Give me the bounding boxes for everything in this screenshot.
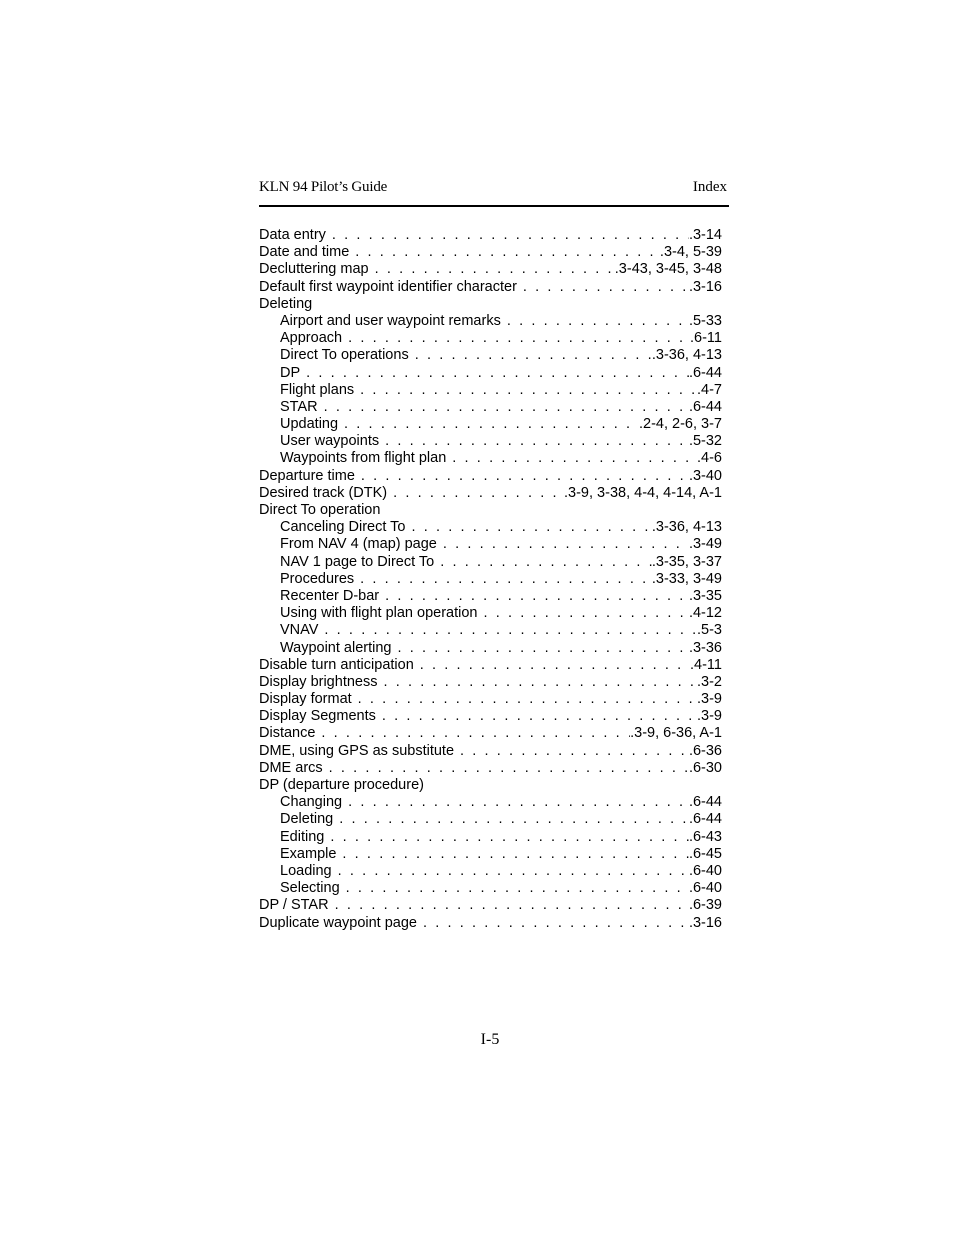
dot-leader (348, 330, 690, 347)
index-entry (259, 777, 722, 794)
dot-leader (329, 760, 689, 777)
index-entry (259, 743, 722, 760)
dot-leader (321, 725, 630, 742)
index-term: Recenter D-bar (280, 587, 380, 604)
index-subentry (259, 365, 722, 382)
index-entry (259, 674, 722, 691)
index-page-refs: .3-35, 3-37 (651, 553, 722, 570)
index-entry (259, 708, 722, 725)
index-page-refs: .6-40 (688, 862, 722, 879)
index-term: Procedures (280, 570, 355, 587)
index-subentry (259, 811, 722, 828)
index-page-refs: .2-4, 2-6, 3-7 (638, 416, 722, 433)
index-term: Approach (280, 330, 343, 347)
index-term: Editing (280, 828, 325, 845)
index-subentry (259, 829, 722, 846)
header-section-title: Index (692, 179, 727, 195)
index-term: Canceling Direct To (280, 519, 406, 536)
dot-leader (344, 416, 639, 433)
index-subentry (259, 313, 722, 330)
index-subentry (259, 519, 722, 536)
dot-leader (393, 485, 564, 502)
index-subentry (259, 880, 722, 897)
dot-leader (440, 554, 652, 571)
index-subentry (259, 416, 722, 433)
index-term: Data entry (259, 227, 326, 243)
index-page-refs: .3-49 (688, 536, 722, 553)
index-page-refs: .5-3 (697, 622, 722, 639)
index-term: Date and time (259, 244, 350, 261)
index-entry (259, 261, 722, 278)
index-term: Flight plans (280, 381, 355, 398)
dot-leader (332, 227, 689, 244)
running-header (259, 177, 729, 207)
dot-leader (415, 347, 652, 364)
index-page-refs: .6-39 (688, 897, 722, 914)
index-page-refs: .6-43 (688, 828, 722, 845)
index-entry (259, 244, 722, 261)
index-page-refs: .3-33, 3-49 (651, 570, 722, 587)
dot-leader (306, 365, 689, 382)
index-page-refs: .5-33 (688, 312, 722, 329)
index-page-refs: .6-44 (688, 794, 722, 811)
index-entry (259, 296, 722, 313)
dot-leader (375, 261, 615, 278)
dot-leader (339, 811, 689, 828)
index-subentry (259, 846, 722, 863)
index-subentry (259, 347, 722, 364)
index-page-refs: .5-32 (688, 433, 722, 450)
index-term: Loading (280, 862, 332, 879)
dot-leader (385, 433, 689, 450)
index-subentry (259, 863, 722, 880)
index-entry (259, 502, 722, 519)
index-term: Using with flight plan operation (280, 605, 478, 622)
dot-leader (338, 863, 689, 880)
index-subentry (259, 794, 722, 811)
index-term: Decluttering map (259, 261, 369, 278)
index-entry (259, 760, 722, 777)
index-page-refs: .4-11 (690, 656, 722, 673)
index-term: Deleting (280, 811, 334, 828)
index-term: Example (280, 845, 337, 862)
index-entry (259, 691, 722, 708)
index-page-refs: .6-40 (688, 880, 722, 897)
dot-leader (346, 880, 689, 897)
index-page-refs: .3-9 (697, 708, 722, 725)
dot-leader (358, 691, 697, 708)
index-term: Airport and user waypoint remarks (280, 312, 501, 329)
index-term: Departure time (259, 467, 355, 484)
index-page-refs: .3-2 (697, 673, 722, 690)
dot-leader (342, 846, 689, 863)
index-term: Direct To operation (259, 502, 381, 518)
index-page-refs: .4-7 (697, 381, 722, 398)
index-entry (259, 915, 722, 932)
index-entry (259, 657, 722, 674)
index-page-refs: .6-44 (688, 398, 722, 415)
index-term: Direct To operations (280, 347, 409, 364)
page-number: I-5 (480, 1031, 500, 1048)
dot-leader (452, 450, 697, 467)
index-page-refs: .3-4, 5-39 (659, 244, 722, 261)
index-term: NAV 1 page to Direct To (280, 553, 435, 570)
index-entry (259, 485, 722, 502)
index-subentry (259, 571, 722, 588)
index-subentry (259, 382, 722, 399)
index-entry (259, 279, 722, 296)
dot-leader (360, 382, 697, 399)
index-page-refs: .6-45 (688, 845, 722, 862)
dot-leader (361, 468, 689, 485)
index-term: Waypoints from flight plan (280, 450, 447, 467)
index-page-refs: .6-30 (688, 759, 722, 776)
index-term: User waypoints (280, 433, 380, 450)
index-term: Default first waypoint identifier character (259, 278, 517, 295)
index-page-refs: .6-11 (690, 330, 722, 347)
index-page-refs: .4-6 (697, 450, 722, 467)
index-page-refs: .3-36 (688, 639, 722, 656)
index-page-refs: .3-40 (688, 467, 722, 484)
index-page-refs: .6-36 (688, 742, 722, 759)
index-subentry (259, 640, 722, 657)
index-term: Display Segments (259, 708, 376, 725)
dot-leader (348, 794, 689, 811)
index-subentry (259, 536, 722, 553)
header-book-title: KLN 94 Pilot’s Guide (259, 179, 388, 195)
index-list (259, 227, 722, 932)
dot-leader (382, 708, 697, 725)
index-term: STAR (280, 398, 318, 415)
index-term: From NAV 4 (map) page (280, 536, 437, 553)
dot-leader (398, 640, 689, 657)
dot-leader (443, 536, 689, 553)
dot-leader (324, 622, 697, 639)
index-page-refs: .6-44 (688, 811, 722, 828)
index-subentry (259, 433, 722, 450)
index-entry (259, 227, 722, 244)
index-term: Duplicate waypoint page (259, 914, 417, 931)
index-term: Changing (280, 794, 343, 811)
index-term: DP (280, 364, 301, 381)
dot-leader (355, 244, 660, 261)
dot-leader (507, 313, 689, 330)
index-page-refs: .3-16 (688, 278, 722, 295)
dot-leader (523, 279, 689, 296)
dot-leader (460, 743, 689, 760)
index-term: DME arcs (259, 759, 323, 776)
index-page-refs: .3-43, 3-45, 3-48 (614, 261, 722, 278)
index-term: DME, using GPS as substitute (259, 742, 455, 759)
index-page-refs: .3-9 (697, 691, 722, 708)
index-term: Disable turn anticipation (259, 656, 414, 673)
dot-leader (383, 674, 697, 691)
index-page-refs: .3-9, 3-38, 4-4, 4-14, A-1 (564, 484, 722, 501)
index-subentry (259, 554, 722, 571)
dot-leader (324, 399, 689, 416)
dot-leader (360, 571, 652, 588)
dot-leader (423, 915, 689, 932)
index-entry (259, 897, 722, 914)
index-term: Desired track (DTK) (259, 484, 388, 501)
index-page-refs: .3-36, 4-13 (651, 519, 722, 536)
index-term: DP / STAR (259, 897, 329, 914)
index-page-refs: .3-9, 6-36, A-1 (630, 725, 722, 742)
index-entry (259, 468, 722, 485)
dot-leader (411, 519, 651, 536)
dot-leader (330, 829, 689, 846)
index-entry (259, 725, 722, 742)
index-term: Distance (259, 725, 316, 742)
dot-leader (335, 897, 689, 914)
dot-leader (420, 657, 690, 674)
index-page-refs: .3-14 (688, 227, 722, 243)
dot-leader (385, 588, 689, 605)
dot-leader (483, 605, 688, 622)
index-term: Selecting (280, 880, 340, 897)
index-page-refs: .3-35 (688, 587, 722, 604)
index-term: VNAV (280, 622, 319, 639)
index-term: Display brightness (259, 673, 378, 690)
index-subentry (259, 330, 722, 347)
index-page-refs: .6-44 (688, 364, 722, 381)
index-subentry (259, 450, 722, 467)
index-term: Updating (280, 416, 339, 433)
index-subentry (259, 622, 722, 639)
index-term: Waypoint alerting (280, 639, 392, 656)
index-subentry (259, 399, 722, 416)
index-subentry (259, 605, 722, 622)
index-page-refs: .3-16 (688, 914, 722, 931)
index-term: Display format (259, 691, 352, 708)
index-subentry (259, 588, 722, 605)
index-term: Deleting (259, 295, 313, 312)
index-page-refs: .3-36, 4-13 (651, 347, 722, 364)
index-term: DP (departure procedure) (259, 777, 424, 793)
index-page-refs: .4-12 (688, 605, 722, 622)
